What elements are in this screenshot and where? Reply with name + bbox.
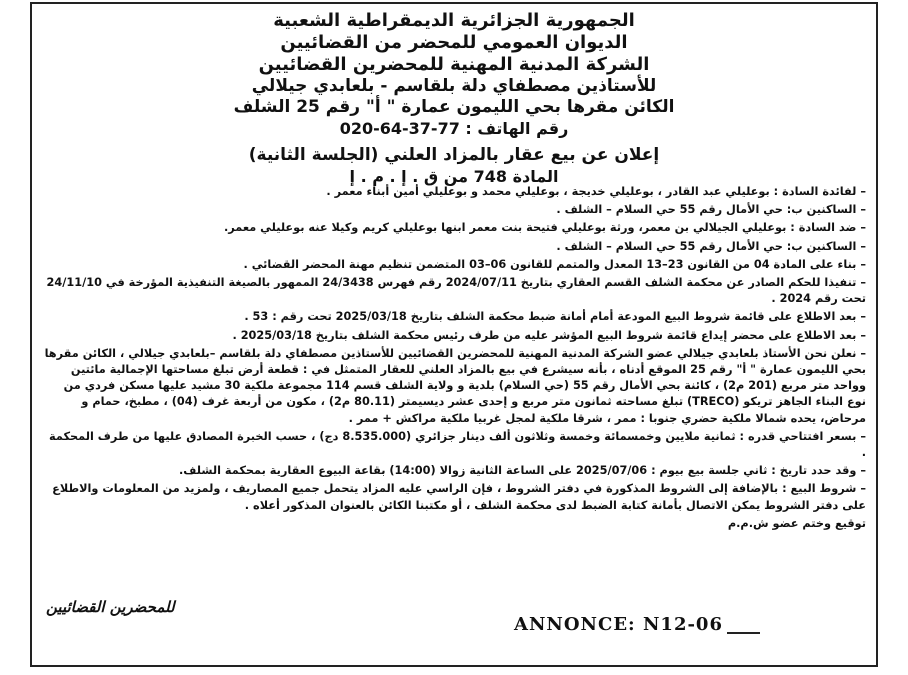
paragraph: – بعد الاطلاع على محضر إيداع قائمة شروط البيع المؤشر عليه من طرف رئيس محكمة الشلف بتاريخ 2025/03/18 . <box>232 328 866 342</box>
signature-line: للمحضرين القضائيين <box>46 598 175 616</box>
paragraph: – بعد الاطلاع على قائمة شروط البيع المودعة أمام أمانة ضبط محكمة الشلف بتاريخ 2025/03/18 تحت رقم : 53 . <box>244 310 866 324</box>
announcement-frame <box>30 2 878 667</box>
republic-title: الجمهورية الجزائرية الديمقراطية الشعبية <box>273 10 635 31</box>
announcement-reference: ANNONCE: N12-06 <box>510 612 727 637</box>
paragraph: – الساكنين ب: حي الأمال رقم 55 حي السلام – الشلف . <box>556 203 866 217</box>
signature-note: توقيع وختم عضو ش.م.م <box>727 516 866 530</box>
bailiffs-names: للأستاذين مصطفاي دلة بلقاسم - بلعابدي جيلالي <box>251 76 657 96</box>
paragraph: – وقد حدد تاريخ : ثاني جلسة بيع بيوم : 2025/07/06 على الساعة الثانية زوالا (14:00) بقاعة البيوع العقارية بمحكمة الشلف. <box>179 464 866 478</box>
announcement-body <box>42 184 866 534</box>
paragraph: – الساكنين ب: حي الأمال رقم 55 حي السلام – الشلف . <box>556 239 866 253</box>
announcement-header <box>32 10 876 188</box>
paragraph: – نعلن نحن الأستاذ بلعابدي جيلالي عضو الشركة المدنية المهنية للمحضرين القضائيين للأستاذين مصطفاي دلة بلقاسم –بلعابدي جيلالي ، الكائن مقرها بحي الليمون عمارة " أ" رقم 25 الموقع أدناه ، بأنه سيشرع في بيع بالمزاد العلني للعقار المتمثل في : قطعة أرض تبلغ مساحتها الإجمالية مائتين وواحد متر مربع (201 م2) ، كائنة بحي الأمال رقم 55 (حي السلام) بلدية و ولاية الشلف قسم 114 مجموعة ملكية 30 مشيد عليها مسكن فردي من نوع البناء الجاهز تريكو (TRECO) تبلغ مساحته ثمانون متر مربع و إحدى عشر ديسيمتر (80.11 م2) ، مكون من أربعة غرف (04) ، مطبخ، حمام و مرحاض، يحده شمالا ملكية حضري جنوبا : ممر ، شرقا ملكية لمجل غربيا ملكية مراكش + ممر . <box>44 346 866 425</box>
paragraph: – تنفيذا للحكم الصادر عن محكمة الشلف القسم العقاري بتاريخ 2024/07/11 رقم فهرس 24/3438 الممهور بالصيغة التنفيذية المؤرخة في 24/11/10 تحت رقم 2024 . <box>46 276 866 306</box>
office-phone: رقم الهاتف : 77-37-64-020 <box>339 119 569 138</box>
announcement-title: إعلان عن بيع عقار بالمزاد العلني (الجلسة الثانية) <box>248 145 660 165</box>
paragraph: – شروط البيع : بالإضافة إلى الشروط المذكورة في دفتر الشروط ، فإن الراسي عليه المزاد يتحمل جميع المصاريف ، ولمزيد من المعلومات والاطلاع على دفتر الشروط يمكن الاتصال بأمانة كتابة الضبط لدى محكمة الشلف ، أو مكتبنا الكائن بالعنوان المذكور أعلاه . <box>52 482 866 512</box>
legal-article: المادة 748 من ق . إ . م . إ <box>349 167 559 186</box>
paragraph: – ضد السادة : بوعليلي الجيلالي بن معمر، ورثة بوعليلي فتيحة بنت معمر ابنها بوعليلي كريم وكيلا عنه بوعليلي معمر. <box>223 221 866 235</box>
paragraph: – لفائدة السادة : بوعليلي عبد القادر ، بوعليلي خديجة ، بوعليلي محمد و بوعليلي أمين أبناء معمر . <box>326 185 866 198</box>
paragraph: – بسعر افتتاحي قدره : ثمانية ملايين وخمسمائة وخمسة وثلاثون ألف دينار جزائري (8.535.000 دج) ، حسب الخبرة المصادق عليها من طرف المحكمة . <box>49 429 866 460</box>
office-title: الديوان العمومي للمحضر من القضائيين <box>280 32 628 53</box>
company-title: الشركة المدنية المهنية للمحضرين القضائيين <box>258 54 650 75</box>
office-address: الكائن مقرها بحي الليمون عمارة " أ" رقم 25 الشلف <box>233 97 675 117</box>
paragraph: – بناء على المادة 04 من القانون 23–13 المعدل والمتمم للقانون 06–03 المتضمن تنظيم مهنة المحضر القضائي . <box>243 257 866 271</box>
